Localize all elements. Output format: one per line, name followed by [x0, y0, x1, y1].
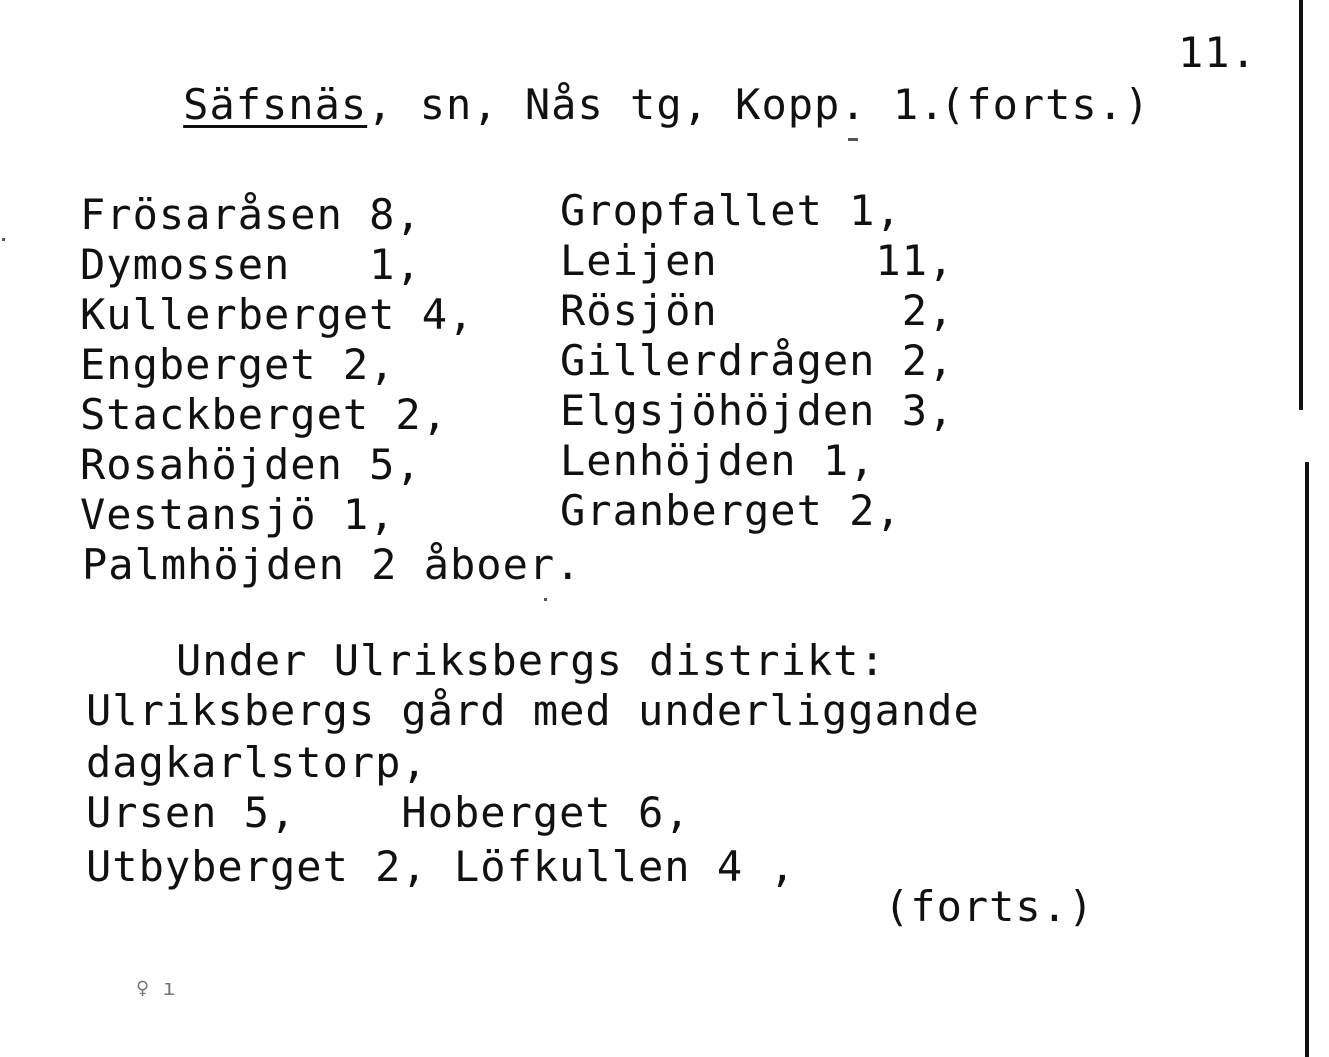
heading-details: , sn, Nås tg, Kopp. 1. [367, 80, 946, 129]
page-number: 11. [1178, 28, 1257, 77]
closing-line: Palmhöjden 2 åboer. [82, 540, 582, 589]
scan-speck [544, 598, 547, 601]
list-item-right: Granberget 2, [560, 486, 902, 535]
list-item-left: Engberget 2, [80, 340, 396, 389]
card-heading [78, 42, 945, 168]
list-item-left: Kullerberget 4, [80, 290, 475, 339]
archive-stamp-mark: ♀ ı [136, 976, 176, 1001]
card-right-border-lower [1305, 462, 1309, 1057]
continued-note-bottom: (forts.) [884, 882, 1095, 931]
list-item-right: Elgsjöhöjden 3, [560, 386, 955, 435]
list-item-left: Vestansjö 1, [80, 490, 396, 539]
list-item-left: Dymossen 1, [80, 240, 422, 289]
scan-speck [848, 138, 858, 141]
district-line: Ursen 5, Hoberget 6, [86, 788, 691, 837]
list-item-left: Frösaråsen 8, [80, 190, 422, 239]
card-right-border [1299, 0, 1303, 410]
list-item-left: Rosahöjden 5, [80, 440, 422, 489]
continued-note-top: (forts.) [940, 80, 1151, 129]
scan-speck [2, 238, 5, 241]
district-heading: Under Ulriksbergs distrikt: [176, 636, 886, 685]
list-item-right: Rösjön 2, [560, 286, 955, 335]
district-line: dagkarlstorp, [86, 738, 428, 787]
district-line: Utbyberget 2, Löfkullen 4 , [86, 842, 796, 891]
list-item-right: Gropfallet 1, [560, 186, 902, 235]
heading-place-name: Säfsnäs [183, 80, 368, 129]
list-item-left: Stackberget 2, [80, 390, 449, 439]
list-item-right: Leijen 11, [560, 236, 955, 285]
district-line: Ulriksbergs gård med underliggande [86, 686, 980, 735]
list-item-right: Lenhöjden 1, [560, 436, 876, 485]
list-item-right: Gillerdrågen 2, [560, 336, 955, 385]
